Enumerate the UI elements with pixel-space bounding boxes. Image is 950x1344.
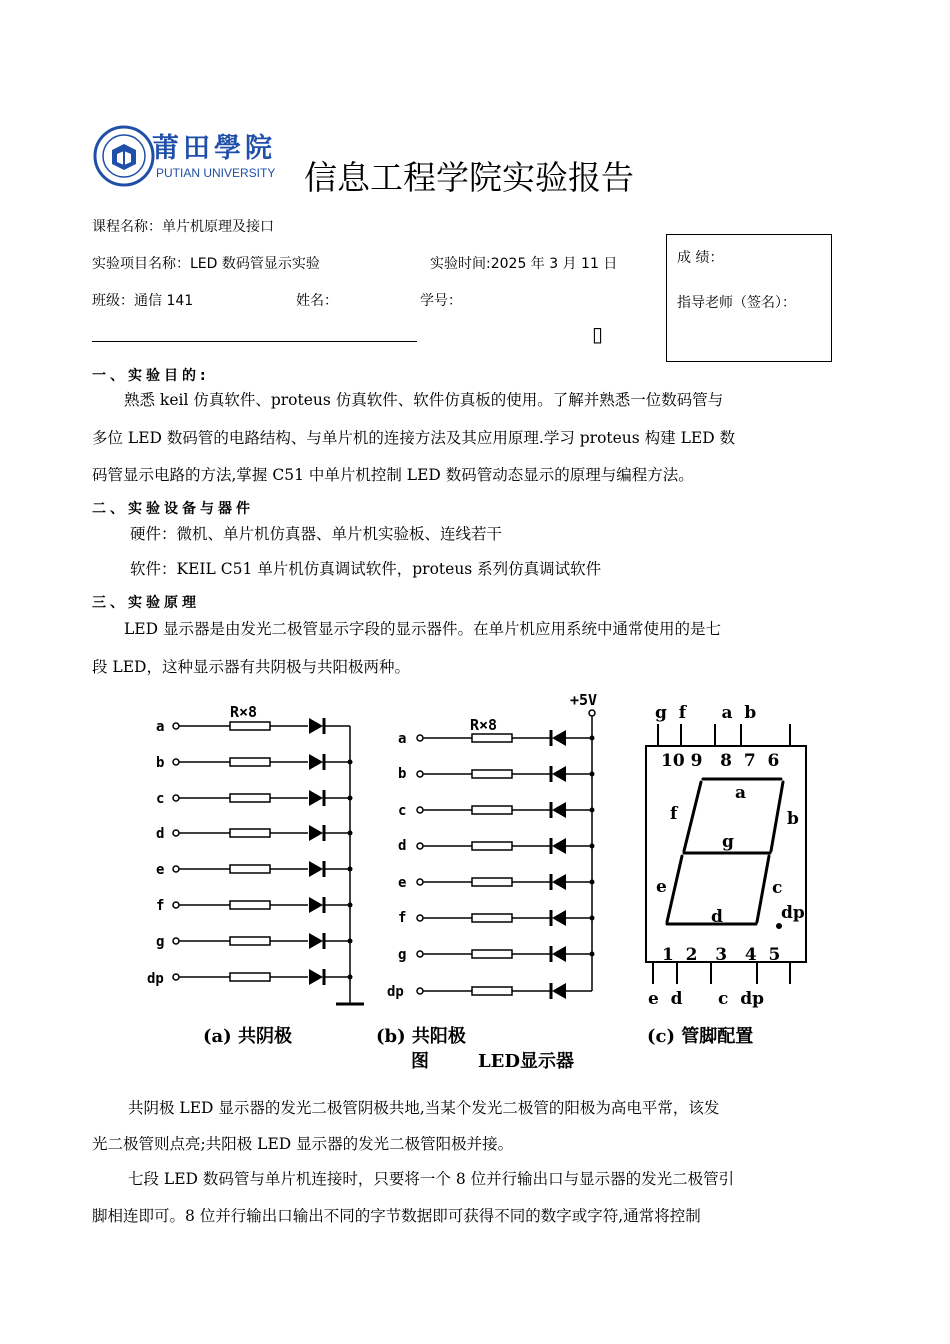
section-2-title: 二、实验设备与器件 bbox=[92, 501, 254, 517]
pins-bottom-nums: 1 2 3 4 5 bbox=[662, 945, 781, 965]
dp-dot bbox=[776, 923, 782, 929]
input-a-e: e bbox=[156, 862, 165, 878]
signature-line bbox=[92, 341, 417, 342]
circuit-common-cathode bbox=[147, 703, 364, 1004]
input-b-b: b bbox=[398, 766, 407, 782]
pin-configuration bbox=[646, 703, 806, 1009]
teacher-label: 指导老师（签名）： bbox=[677, 295, 796, 311]
section-1-title: 一、实验目的: bbox=[92, 368, 210, 384]
vcc-label: +5V bbox=[570, 691, 598, 709]
figure-word: 图 bbox=[411, 1051, 429, 1072]
circuit-common-anode bbox=[387, 691, 597, 1000]
caption-a: (a) 共阴极 bbox=[203, 1026, 292, 1047]
section-1-line-1: 熟悉 keil 仿真软件、proteus 仿真软件、软件仿真板的使用。了解并熟悉一位数码管与 bbox=[124, 391, 724, 409]
segment-d: d bbox=[711, 907, 723, 927]
class-field: 班级：通信 141 bbox=[92, 293, 194, 309]
project-name: 实验项目名称：LED 数码管显示实验 bbox=[92, 256, 320, 272]
pins-bottom-letters: e d c dp bbox=[648, 989, 765, 1009]
input-b-e: e bbox=[398, 875, 407, 891]
section-1-line-2: 多位 LED 数码管的电路结构、与单片机的连接方法及其应用原理.学习 proteus 构建 LED 数 bbox=[92, 429, 736, 447]
student-id-field: 学号： bbox=[420, 293, 462, 309]
input-a-b: b bbox=[156, 755, 165, 771]
university-logo bbox=[92, 124, 292, 190]
paragraph-4-line-2: 光二极管则点亮;共阳极 LED 显示器的发光二极管阳极并接。 bbox=[92, 1135, 514, 1153]
placeholder-glyph: ▯ bbox=[592, 322, 604, 346]
pins-top-nums: 10 9 8 7 6 bbox=[661, 751, 780, 771]
pins-top-letters: g f a b bbox=[655, 703, 757, 723]
segment-c: c bbox=[772, 878, 783, 898]
input-a-dp: dp bbox=[147, 971, 164, 987]
input-a-f: f bbox=[156, 898, 165, 914]
section-3-title: 三、实验原理 bbox=[92, 595, 200, 611]
input-b-a: a bbox=[398, 731, 407, 747]
input-a-c: c bbox=[156, 791, 165, 807]
section-1-line-3: 码管显示电路的方法,掌握 C51 中单片机控制 LED 数码管动态显示的原理与编程方法。 bbox=[92, 466, 694, 484]
logo-cn: 莆田學院 bbox=[152, 133, 276, 164]
led-figure bbox=[0, 680, 950, 1100]
input-a-a: a bbox=[156, 719, 165, 735]
input-b-d: d bbox=[398, 838, 407, 854]
input-b-g: g bbox=[398, 947, 407, 963]
segment-a: a bbox=[735, 783, 747, 803]
course-name: 课程名称：单片机原理及接口 bbox=[92, 219, 274, 235]
page-title: 信息工程学院实验报告 bbox=[304, 158, 634, 197]
input-b-dp: dp bbox=[387, 984, 404, 1000]
segment-f: f bbox=[670, 804, 678, 824]
experiment-time: 实验时间:2025 年 3 月 11 日 bbox=[430, 256, 618, 272]
resistor-label-b: R×8 bbox=[470, 716, 498, 734]
paragraph-5-line-1: 七段 LED 数码管与单片机连接时，只要将一个 8 位并行输出口与显示器的发光二极管引 bbox=[128, 1170, 735, 1188]
caption-c: (c) 管脚配置 bbox=[647, 1026, 754, 1047]
input-b-c: c bbox=[398, 803, 407, 819]
input-a-g: g bbox=[156, 934, 165, 950]
logo-emblem-icon bbox=[92, 124, 156, 188]
caption-b: (b) 共阳极 bbox=[376, 1026, 466, 1047]
section-3-line-1: LED 显示器是由发光二极管显示字段的显示器件。在单片机应用系统中通常使用的是七 bbox=[124, 620, 721, 638]
input-a-d: d bbox=[156, 826, 165, 842]
diodes-b bbox=[551, 730, 566, 999]
grade-box bbox=[666, 234, 832, 362]
input-labels-a bbox=[147, 719, 164, 987]
hardware-line: 硬件：微机、单片机仿真器、单片机实验板、连线若干 bbox=[130, 525, 503, 543]
name-field: 姓名： bbox=[296, 293, 338, 309]
input-labels-b bbox=[387, 731, 406, 1000]
logo-en: PUTIAN UNIVERSITY bbox=[156, 166, 276, 180]
figure-title: LED显示器 bbox=[478, 1051, 574, 1072]
input-b-f: f bbox=[398, 910, 407, 926]
segment-dp: dp bbox=[781, 903, 805, 923]
segment-b: b bbox=[787, 809, 799, 829]
software-line: 软件：KEIL C51 单片机仿真调试软件，proteus 系列仿真调试软件 bbox=[130, 560, 602, 578]
section-3-line-2: 段 LED，这种显示器有共阴极与共阳极两种。 bbox=[92, 658, 410, 676]
diodes-a bbox=[309, 718, 324, 985]
paragraph-4-line-1: 共阴极 LED 显示器的发光二极管阴极共地,当某个发光二极管的阳极为高电平常，该发 bbox=[128, 1099, 720, 1117]
grade-label: 成 绩： bbox=[677, 250, 724, 266]
segment-e: e bbox=[656, 877, 667, 897]
segment-g: g bbox=[722, 832, 734, 852]
resistor-label-a: R×8 bbox=[230, 703, 258, 721]
paragraph-5-line-2: 脚相连即可。8 位并行输出口输出不同的字节数据即可获得不同的数字或字符,通常将控制 bbox=[92, 1207, 701, 1225]
